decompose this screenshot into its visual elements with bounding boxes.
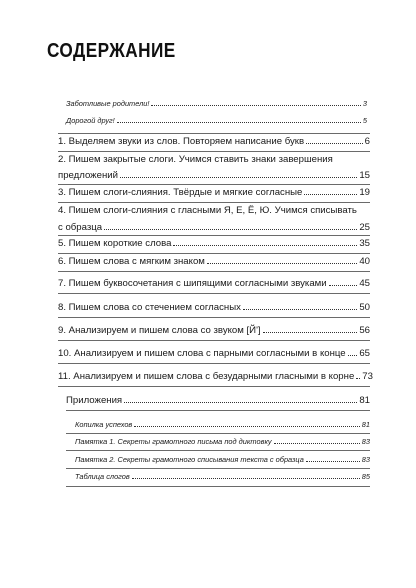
toc-entry-chapter-2-line1[interactable]: [58, 154, 370, 165]
toc-leader: [207, 263, 357, 264]
toc-entry-text: предложений: [58, 170, 118, 181]
toc-leader: [120, 177, 357, 178]
toc-entry-memo-2[interactable]: [75, 455, 370, 464]
toc-page-number: 40: [359, 256, 370, 267]
toc-leader: [356, 378, 360, 379]
toc-leader: [243, 309, 357, 310]
toc-page-number: 6: [364, 136, 370, 147]
toc-entry-text: Приложения: [66, 395, 123, 406]
divider: [66, 433, 370, 434]
toc-leader: [173, 245, 357, 246]
toc-entry-chapter-4-line1[interactable]: [58, 205, 370, 216]
divider: [58, 184, 370, 185]
toc-entry-chapter-9[interactable]: [58, 325, 370, 336]
toc-page-number: 81: [361, 420, 370, 429]
toc-page-number: 73: [362, 371, 373, 382]
toc-entry-text: 1. Выделяем звуки из слов. Повторяем написание букв: [58, 136, 305, 147]
divider: [66, 468, 370, 469]
toc-leader: [348, 355, 358, 356]
toc-entry-text: 2. Пишем закрытые слоги. Учимся ставить знаки завершения: [58, 154, 333, 165]
divider: [58, 133, 370, 134]
divider: [58, 363, 370, 364]
toc-entry-text: 8. Пишем слова со стечением согласных: [58, 302, 241, 313]
toc-entry-chapter-11[interactable]: [58, 371, 373, 382]
toc-entry-friend[interactable]: [66, 116, 367, 125]
divider: [58, 317, 370, 318]
toc-entry-text: 9. Анализируем и пишем слова со звуком [Й']: [58, 325, 261, 336]
toc-page-number: 25: [359, 222, 370, 233]
toc-page-number: 81: [359, 395, 370, 406]
toc-leader: [117, 122, 361, 123]
toc-entry-chapter-1[interactable]: [58, 136, 370, 147]
toc-entry-chapter-8[interactable]: [58, 302, 370, 313]
toc-entry-text: 3. Пишем слоги-слияния. Твёрдые и мягкие согласные: [58, 187, 303, 198]
toc-leader: [104, 229, 357, 230]
toc-entry-text: Памятка 1. Секреты грамотного письма под диктовку: [75, 437, 272, 446]
toc-page-number: 56: [359, 325, 370, 336]
divider: [58, 271, 370, 272]
toc-entry-text: Заботливые родители!: [66, 99, 150, 108]
toc-entry-chapter-3[interactable]: [58, 187, 370, 198]
toc-entry-chapter-10[interactable]: [58, 348, 370, 359]
divider: [66, 410, 370, 411]
toc-leader: [263, 332, 358, 333]
toc-entry-chapter-7[interactable]: [58, 278, 370, 289]
toc-page-number: 19: [359, 187, 370, 198]
toc-page-number: 83: [361, 437, 370, 446]
toc-entry-appendices[interactable]: [66, 395, 370, 406]
toc-leader: [274, 443, 360, 444]
toc-leader: [151, 105, 360, 106]
toc-leader: [306, 143, 363, 144]
toc-entry-text: Таблица слогов: [75, 472, 130, 481]
toc-page-number: 3: [362, 99, 367, 108]
divider: [58, 235, 370, 236]
toc-entry-parents[interactable]: [66, 99, 367, 108]
toc-page-number: 45: [359, 278, 370, 289]
divider: [58, 151, 370, 152]
toc-entry-chapter-6[interactable]: [58, 256, 370, 267]
toc-entry-text: 6. Пишем слова с мягким знаком: [58, 256, 205, 267]
toc-entry-text: с образца: [58, 222, 103, 233]
toc-leader: [304, 194, 357, 195]
toc-leader: [132, 478, 360, 479]
toc-leader: [306, 461, 360, 462]
divider: [58, 386, 370, 387]
toc-page-number: 65: [359, 348, 370, 359]
toc-entry-memo-1[interactable]: [75, 437, 370, 446]
divider: [58, 202, 370, 203]
toc-entry-text: Копилка успехов: [75, 420, 133, 429]
toc-entry-chapter-2-line2[interactable]: [58, 170, 370, 181]
toc-page-number: 15: [359, 170, 370, 181]
toc-entry-syllable-table[interactable]: [75, 472, 370, 481]
toc-entry-text: Дорогой друг!: [66, 116, 115, 125]
toc-page-number: 85: [361, 472, 370, 481]
toc-page-number: 35: [359, 238, 370, 249]
divider: [58, 340, 370, 341]
divider: [58, 293, 370, 294]
toc-entry-text: 4. Пишем слоги-слияния с гласными Я, Е, Ё, Ю. Учимся списывать: [58, 205, 357, 216]
toc-page-number: 5: [362, 116, 367, 125]
toc-entry-chapter-5[interactable]: [58, 238, 370, 249]
divider: [66, 486, 370, 487]
toc-entry-text: 10. Анализируем и пишем слова с парными согласными в конце: [58, 348, 346, 359]
toc-leader: [124, 402, 357, 403]
toc-entry-text: 5. Пишем короткие слова: [58, 238, 172, 249]
divider: [66, 450, 370, 451]
page-title: СОДЕРЖАНИЕ: [47, 40, 176, 62]
toc-entry-text: 7. Пишем буквосочетания с шипящими согласными звуками: [58, 278, 327, 289]
divider: [58, 253, 370, 254]
toc-page-number: 83: [361, 455, 370, 464]
toc-entry-success-bank[interactable]: [75, 420, 370, 429]
toc-leader: [134, 426, 359, 427]
toc-page-number: 50: [359, 302, 370, 313]
toc-leader: [329, 285, 358, 286]
toc-entry-chapter-4-line2[interactable]: [58, 222, 370, 233]
toc-entry-text: Памятка 2. Секреты грамотного списывания текста с образца: [75, 455, 304, 464]
toc-entry-text: 11. Анализируем и пишем слова с безударными гласными в корне: [58, 371, 355, 382]
